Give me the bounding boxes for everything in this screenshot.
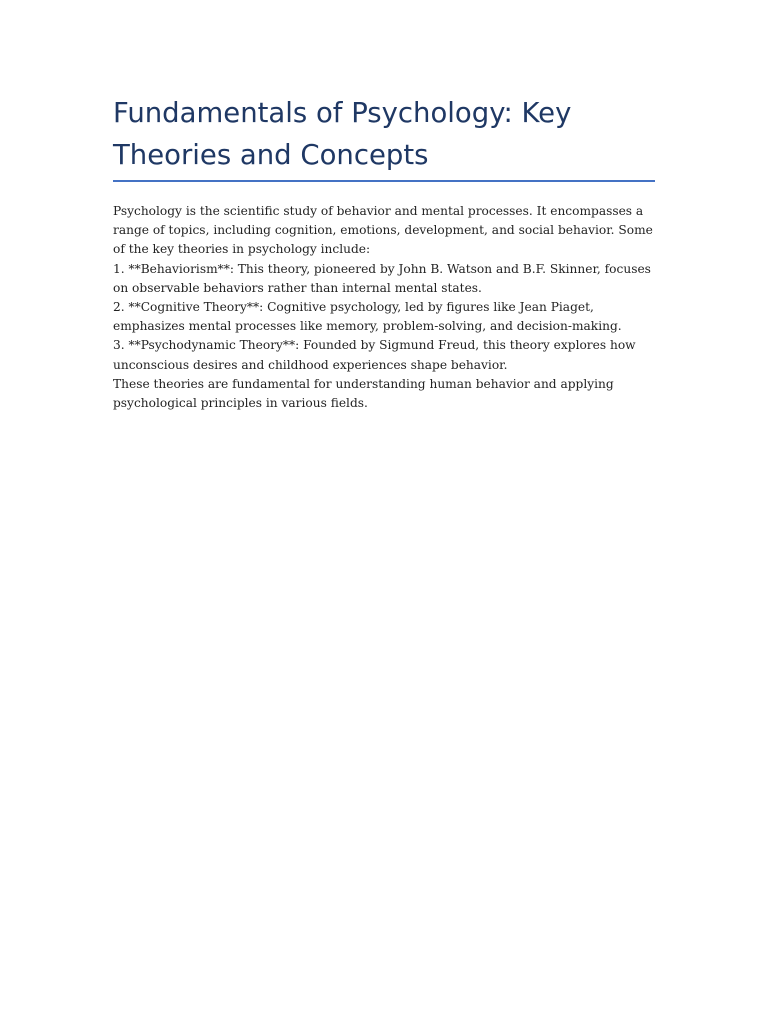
list-item-psychodynamic-theory: 3. **Psychodynamic Theory**: Founded by Sigmund Freud, this theory explores how unconscious desires and childhood experiences shape behavior. xyxy=(113,338,636,372)
intro-paragraph: Psychology is the scientific study of behavior and mental processes. It encompasses a range of topics, including cognition, emotions, development, and social behavior. Some of the key theories in psychology include: xyxy=(113,204,653,257)
closing-paragraph: These theories are fundamental for understanding human behavior and applying psychological principles in various fields. xyxy=(113,376,614,411)
list-item-cognitive-theory: 2. **Cognitive Theory**: Cognitive psychology, led by figures like Jean Piaget, emphasizes mental processes like memory, problem-solving, and decision-making. xyxy=(113,300,622,334)
title-underline xyxy=(113,180,655,182)
list-item-behaviorism: 1. **Behaviorism**: This theory, pioneered by John B. Watson and B.F. Skinner, focuses on observable behaviors rather than internal mental states. xyxy=(113,261,651,295)
document-title: Fundamentals of Psychology: Key Theories and Concepts xyxy=(113,97,572,171)
document-body xyxy=(113,202,655,413)
document-page xyxy=(113,92,655,413)
